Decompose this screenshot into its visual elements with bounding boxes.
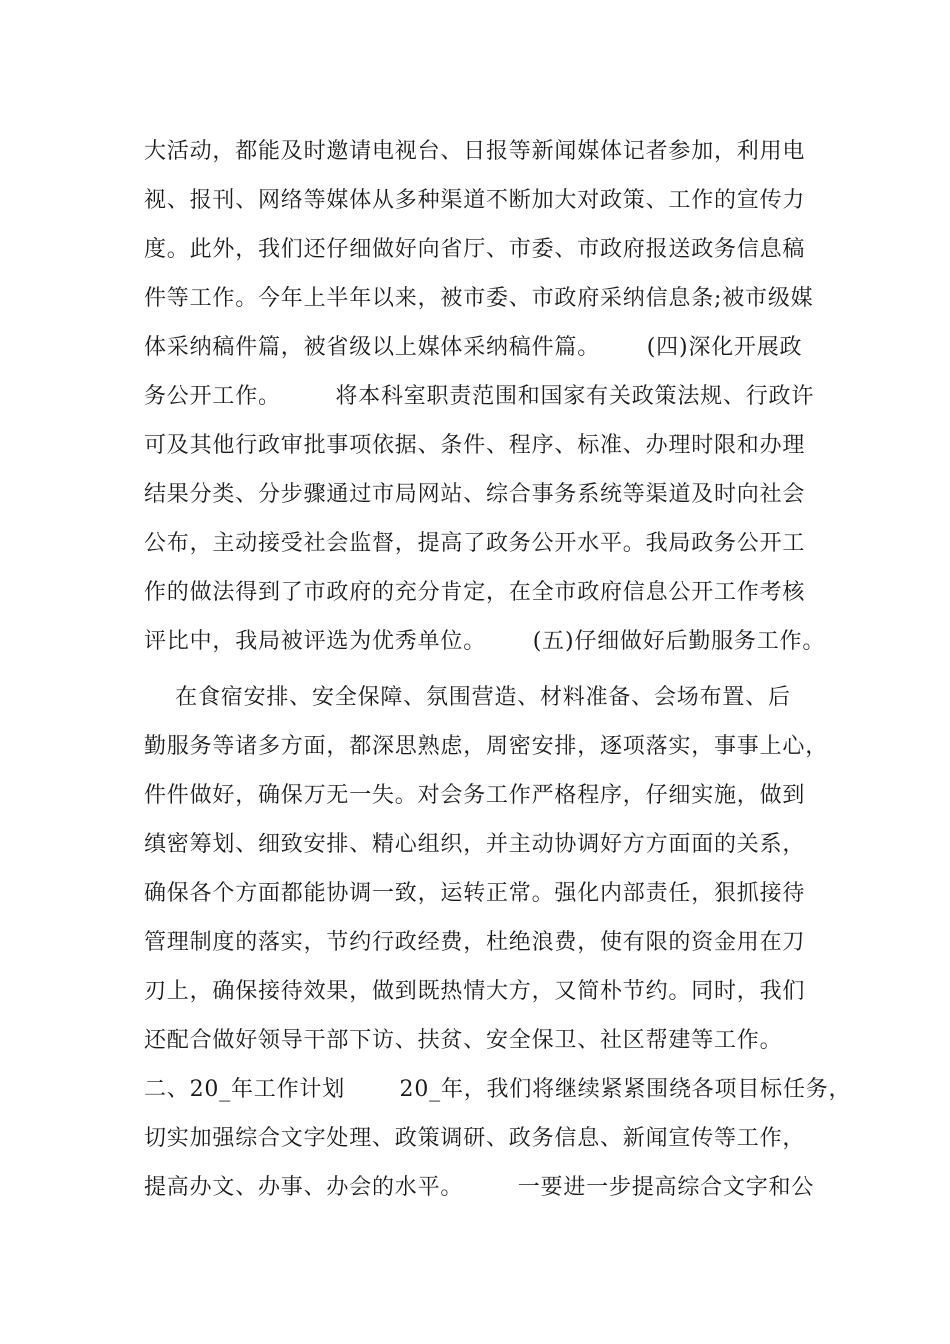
text-line: 件件做好，确保万无一失。对会务工作严格程序，仔细实施，做到: [144, 783, 806, 808]
text-line: 勤服务等诸多方面，都深思熟虑，周密安排，逐项落实，事事上心，: [144, 734, 829, 759]
text-line: 作的做法得到了市政府的充分肯定，在全市政府信息公开工作考核: [144, 580, 806, 605]
text-line: 切实加强综合文字处理、政策调研、政务信息、新闻宣传等工作，: [144, 1126, 806, 1151]
text-line: 刃上，确保接待效果，做到既热情大方，又简朴节约。同时，我们: [144, 979, 806, 1004]
text-line: 在食宿安排、安全保障、氛围营造、材料准备、会场布置、后: [144, 685, 791, 710]
text-line: 管理制度的落实，节约行政经费，杜绝浪费，使有限的资金用在刀: [144, 930, 806, 955]
text-line: 可及其他行政审批事项依据、条件、程序、标准、办理时限和办理: [144, 433, 806, 458]
text-line: 评比中，我局被评选为优秀单位。 (五)仔细做好后勤服务工作。: [144, 629, 826, 654]
text-line: 体采纳稿件篇，被省级以上媒体采纳稿件篇。 (四)深化开展政: [144, 335, 803, 360]
text-line: 结果分类、分步骤通过市局网站、综合事务系统等渠道及时向社会: [144, 482, 806, 507]
text-line: 公布，主动接受社会监督，提高了政务公开水平。我局政务公开工: [144, 531, 806, 556]
text-line: 缜密筹划、细致安排、精心组织，并主动协调好方方面面的关系，: [144, 832, 806, 857]
text-line: 件等工作。今年上半年以来，被市委、市政府采纳信息条;被市级媒: [144, 286, 814, 311]
text-line: 提高办文、办事、办会的水平。 一要进一步提高综合文字和公: [144, 1175, 815, 1200]
text-line: 确保各个方面都能协调一致，运转正常。强化内部责任，狠抓接待: [144, 881, 806, 906]
text-line: 度。此外，我们还仔细做好向省厅、市委、市政府报送政务信息稿: [144, 237, 806, 262]
text-line: 大活动，都能及时邀请电视台、日报等新闻媒体记者参加，利用电: [144, 139, 806, 164]
text-line: 视、报刊、网络等媒体从多种渠道不断加大对政策、工作的宣传力: [144, 188, 806, 213]
text-line: 还配合做好领导干部下访、扶贫、安全保卫、社区帮建等工作。: [144, 1028, 783, 1053]
text-line: 二、20_年工作计划 20_年，我们将继续紧紧围绕各项目标任务，: [144, 1077, 852, 1102]
text-line: 务公开工作。 将本科室职责范围和国家有关政策法规、行政许: [144, 384, 815, 409]
